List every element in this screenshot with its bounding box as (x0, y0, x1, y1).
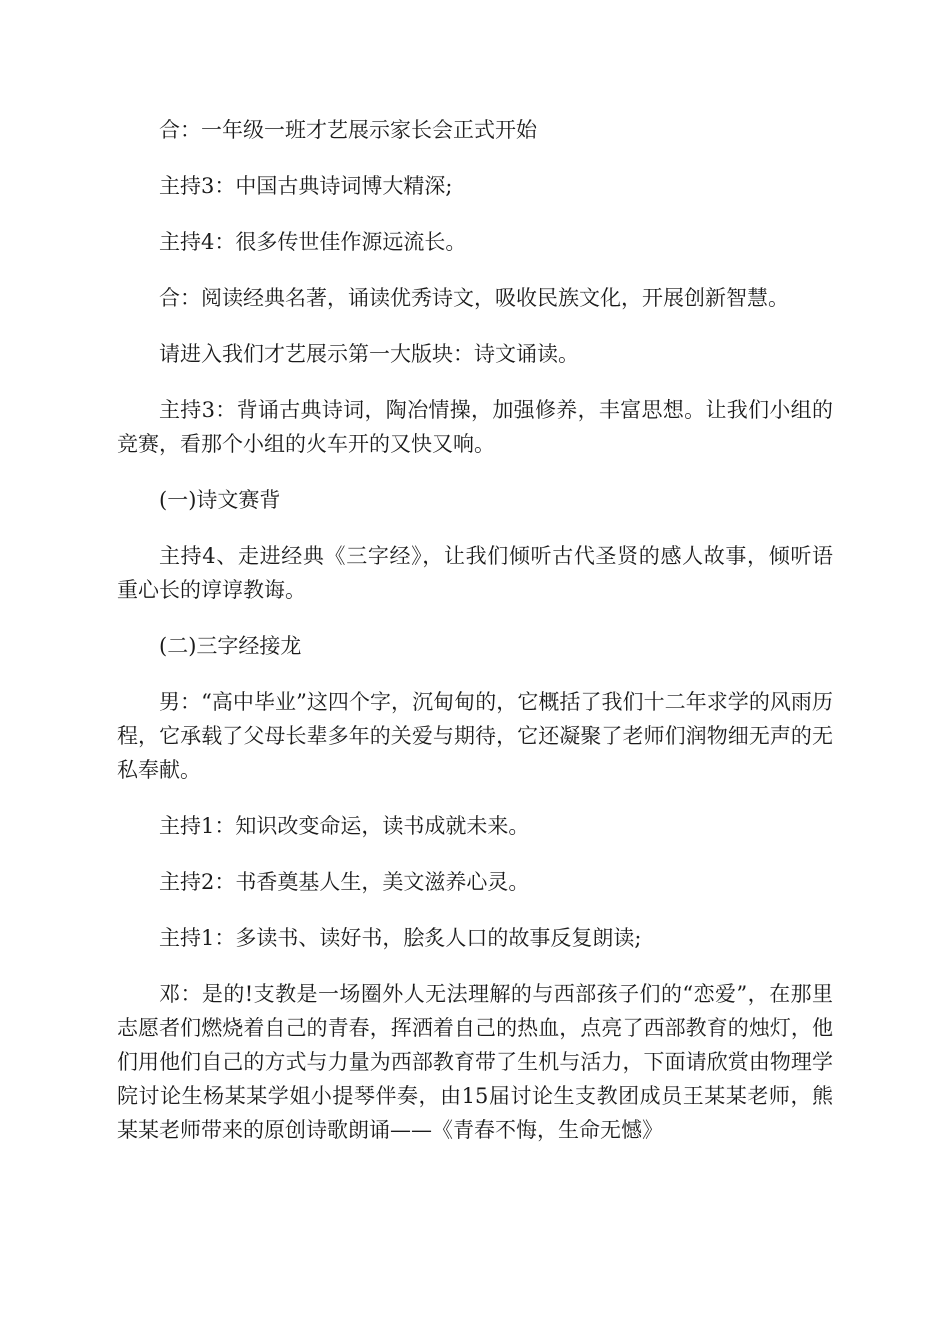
paragraph-host3-intro: 主持3：中国古典诗词博大精深; (159, 174, 453, 198)
paragraph-host4-classic: 主持4、走进经典《三字经》，让我们倾听古代圣贤的感人故事，倾听语重心长的谆谆教诲。 (117, 544, 833, 602)
paragraph-host3-recite: 主持3：背诵古典诗词，陶冶情操，加强修养，丰富思想。让我们小组的竞赛，看那个小组的火车开的又快又响。 (117, 398, 833, 456)
heading-poetry-contest: (一)诗文赛背 (159, 488, 281, 512)
paragraph-host1-reading: 主持1：多读书、读好书，脍炙人口的故事反复朗读; (159, 926, 642, 950)
paragraph-host4-intro: 主持4：很多传世佳作源远流长。 (159, 230, 467, 254)
paragraph-male-graduation: 男：“高中毕业”这四个字，沉甸甸的，它概括了我们十二年求学的风雨历程，它承载了父母长辈多年的关爱与期待，它还凝聚了老师们润物细无声的无私奉献。 (117, 690, 833, 782)
paragraph-host1-knowledge: 主持1：知识改变命运，读书成就未来。 (159, 814, 530, 838)
paragraph-section-one: 请进入我们才艺展示第一大版块：诗文诵读。 (159, 342, 579, 366)
document-body (117, 113, 833, 1169)
heading-sanzijing-relay: (二)三字经接龙 (159, 634, 302, 658)
paragraph-opening: 合：一年级一班才艺展示家长会正式开始 (159, 118, 537, 142)
paragraph-together: 合：阅读经典名著，诵读优秀诗文，吸收民族文化，开展创新智慧。 (159, 286, 789, 310)
paragraph-deng-volunteer: 邓：是的!支教是一场圈外人无法理解的与西部孩子们的“恋爱”，在那里志愿者们燃烧着自己的青春，挥洒着自己的热血，点亮了西部教育的烛灯，他们用他们自己的方式与力量为西部教育带了生机与活力，下面请欣赏由物理学院讨论生杨某某学姐小提琴伴奏，由15届讨论生支教团成员王某某老师，熊某某老师带来的原创诗歌朗诵——《青春不悔，生命无憾》 (117, 982, 833, 1142)
paragraph-host2-books: 主持2：书香奠基人生，美文滋养心灵。 (159, 870, 530, 894)
